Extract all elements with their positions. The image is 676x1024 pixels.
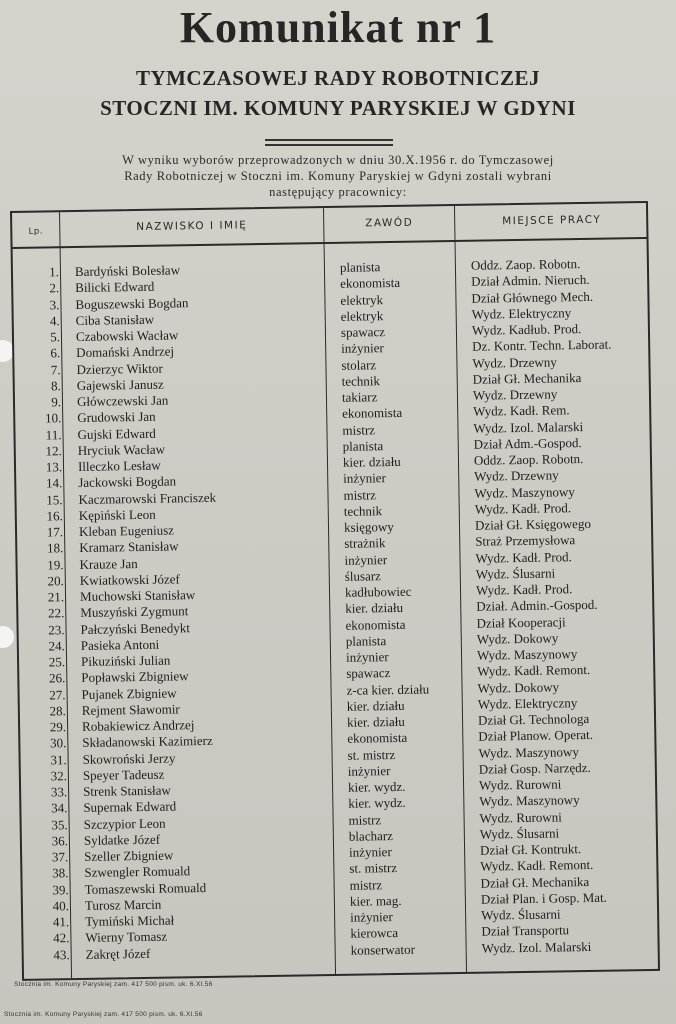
row-workplace: Wydz. Maszynowy	[476, 646, 578, 663]
row-number: 38.	[52, 865, 69, 881]
row-occupation: ekonomista	[340, 275, 401, 292]
row-workplace: Dział Adm.-Gospod.	[473, 434, 582, 452]
row-occupation: kier. działu	[342, 453, 401, 470]
row-name: Grudowski Jan	[77, 408, 156, 426]
row-name: Szwengler Romuald	[84, 863, 191, 881]
intro-line: W wyniku wyborów przeprowadzonych w dniu 30.X.1956 r. do Tymczasowej	[122, 153, 554, 167]
row-name: Supernak Edward	[83, 798, 177, 816]
printer-imprint: Stocznia im. Komuny Paryskiej zam. 417 500 pism. uk. 6.XI.56	[4, 1011, 203, 1018]
row-occupation: kierowca	[350, 925, 399, 941]
members-table	[10, 201, 660, 981]
row-number: 32.	[50, 767, 67, 784]
row-name: Dzierzyc Wiktor	[76, 360, 163, 377]
row-workplace: Wydz. Kadł. Remont.	[477, 662, 591, 679]
row-number: 43.	[53, 946, 70, 962]
row-occupation: ekonomista	[345, 616, 406, 633]
row-workplace: Dział Admin. Nieruch.	[471, 272, 590, 290]
row-workplace: Dział Gosp. Narzędz.	[478, 759, 591, 777]
row-workplace: Wydz. Maszynowy	[474, 483, 575, 501]
row-name: Ciba Stanisław	[75, 311, 155, 328]
row-name: Gajewski Janusz	[76, 376, 164, 393]
column-header-occupation: ZAWÓD	[365, 216, 414, 230]
row-workplace: Wydz. Drzewny	[472, 386, 558, 403]
row-occupation: z-ca kier. działu	[346, 680, 430, 698]
row-occupation: inżynier	[344, 551, 388, 568]
row-name: Główczewski Jan	[76, 392, 169, 409]
row-name: Wierny Tomasz	[85, 928, 168, 946]
subtitle-line-2: STOCZNI IM. KOMUNY PARYSKIEJ W GDYNI	[100, 96, 576, 120]
row-name: Pujanek Zbigniew	[81, 684, 177, 702]
row-workplace: Wydz. Kadł. Remont.	[480, 857, 594, 874]
row-workplace: Wydz. Kadł. Prod.	[475, 581, 573, 598]
row-workplace: Oddz. Zaop. Robotn.	[470, 256, 581, 273]
row-occupation: stolarz	[341, 356, 377, 373]
row-number: 41.	[52, 914, 70, 930]
row-occupation: inżynier	[343, 470, 386, 487]
row-name: Speyer Tadeusz	[82, 766, 165, 783]
printer-imprint: Stocznia im. Komuny Paryskiej zam. 417 500 pism. uk. 6.XI.56	[14, 981, 213, 988]
row-occupation: konserwator	[350, 941, 416, 958]
row-workplace: Wydz. Izol. Malarski	[481, 938, 592, 956]
row-occupation: inżynier	[347, 762, 391, 779]
row-occupation: kadłubowiec	[344, 583, 412, 600]
row-workplace: Dział Transportu	[481, 922, 570, 939]
row-name: Jackowski Bogdan	[78, 473, 177, 491]
row-number: 35.	[51, 816, 68, 832]
row-name: Rejment Sławomir	[81, 701, 180, 718]
row-number: 16.	[46, 507, 63, 524]
row-occupation: technik	[341, 372, 381, 389]
row-workplace: Dział Plan. i Gosp. Mat.	[480, 889, 607, 907]
row-occupation: planista	[342, 437, 384, 454]
row-workplace: Dział Głównego Mech.	[471, 288, 594, 306]
row-number: 13.	[45, 459, 63, 475]
row-workplace: Wydz. Ślusarni	[475, 565, 556, 582]
row-occupation: spawacz	[340, 324, 386, 340]
row-number: 25.	[48, 654, 66, 670]
row-name: Gujski Edward	[77, 425, 156, 442]
row-workplace: Wydz. Rurowni	[479, 808, 562, 826]
row-workplace: Wydz. Kadł. Prod.	[475, 548, 572, 566]
row-number: 12.	[45, 442, 62, 459]
row-name: Szczypior Leon	[83, 815, 166, 832]
row-number: 29.	[49, 719, 67, 735]
row-workplace: Dział Gł. Mechanika	[472, 369, 582, 387]
row-name: Składanowski Kazimierz	[82, 733, 213, 751]
row-occupation: ekonomista	[342, 405, 403, 422]
row-number: 37.	[51, 849, 69, 865]
row-occupation: mistrz	[343, 486, 377, 503]
row-number: 33.	[50, 784, 68, 800]
row-occupation: mistrz	[349, 876, 383, 893]
row-occupation: inżynier	[341, 340, 384, 357]
row-workplace: Dział Planow. Operat.	[478, 727, 594, 744]
subtitle-line-1: TYMCZASOWEJ RADY ROBOTNICZEJ	[135, 66, 541, 90]
row-workplace: Dział Gł. Technologa	[477, 710, 590, 728]
column-header-lp: Lp.	[28, 226, 44, 237]
intro-line: Rady Robotniczej w Stoczni im. Komuny Paryskiej w Gdyni zostali wybrani	[124, 169, 552, 183]
row-number: 17.	[46, 524, 64, 540]
row-number: 31.	[50, 751, 67, 767]
column-header-name: NAZWISKO I IMIĘ	[136, 219, 248, 234]
row-workplace: Wydz. Kadł. Prod.	[474, 499, 572, 517]
intro-paragraph	[60, 152, 616, 200]
row-occupation: st. mistrz	[349, 860, 398, 876]
row-workplace: Wydz. Rurowni	[478, 776, 562, 793]
divider-rule	[265, 144, 393, 146]
row-workplace: Wydz. Dokowy	[477, 678, 560, 696]
row-number: 18.	[46, 540, 64, 556]
row-workplace: Wydz. Ślusarni	[479, 825, 560, 842]
row-name: Tomaszewski Romuald	[84, 879, 207, 897]
row-number: 8.	[50, 377, 61, 394]
row-number: 26.	[48, 670, 66, 686]
row-occupation: kier. działu	[346, 697, 405, 714]
row-name: Kaczmarowski Franciszek	[78, 489, 217, 507]
row-name: Kramarz Stanisław	[79, 538, 179, 556]
row-name: Pasieka Antoni	[80, 636, 160, 653]
row-occupation: elektryk	[340, 307, 384, 324]
row-occupation: mistrz	[348, 811, 382, 828]
row-workplace: Wydz. Maszynowy	[479, 792, 580, 809]
row-number: 4.	[49, 312, 60, 329]
row-name: Boguszewski Bogdan	[75, 294, 189, 312]
row-number: 15.	[46, 491, 63, 507]
row-number: 23.	[48, 621, 65, 637]
row-workplace: Wydz. Ślusarni	[481, 906, 561, 923]
row-occupation: elektryk	[340, 291, 384, 308]
row-number: 39.	[52, 881, 69, 897]
row-number: 1.	[49, 264, 60, 280]
row-occupation: planista	[345, 632, 387, 649]
row-occupation: księgowy	[343, 519, 394, 535]
row-workplace: Dział Gł. Kontrukt.	[479, 841, 582, 858]
row-occupation: spawacz	[346, 665, 391, 682]
row-occupation: takiarz	[341, 389, 378, 405]
row-number: 5.	[50, 329, 61, 345]
row-workplace: Wydz. Maszynowy	[478, 743, 579, 761]
row-workplace: Dział. Admin.-Gospod.	[476, 597, 598, 614]
row-number: 27.	[49, 686, 66, 702]
row-workplace: Wydz. Kadł. Rem.	[473, 402, 570, 419]
row-occupation: st. mistrz	[347, 746, 396, 763]
row-number: 19.	[47, 556, 64, 572]
row-workplace: Wydz. Dokowy	[476, 630, 559, 647]
row-number: 11.	[45, 426, 62, 442]
intro-line: następujący pracownicy:	[269, 185, 407, 199]
row-occupation: ślusarz	[344, 567, 381, 584]
row-workplace: Wydz. Elektryczny	[471, 304, 572, 322]
row-name: Krauze Jan	[79, 555, 138, 572]
column-header-workplace: MIEJSCE PRACY	[502, 213, 602, 228]
row-workplace: Dział Kooperacji	[476, 613, 566, 631]
row-number: 3.	[49, 296, 60, 312]
row-name: Domański Andrzej	[76, 343, 175, 361]
row-name: Hryciuk Wacław	[77, 441, 166, 458]
row-workplace: Wydz. Kadłub. Prod.	[471, 321, 582, 338]
row-name: Muszyński Zygmunt	[80, 603, 189, 621]
row-name: Bilicki Edward	[75, 278, 155, 296]
row-occupation: inżynier	[350, 909, 393, 925]
row-name: Illeczko Lesław	[77, 457, 161, 474]
row-name: Pikuziński Julian	[80, 652, 171, 669]
row-occupation: strażnik	[344, 535, 386, 552]
row-number: 30.	[49, 735, 67, 751]
row-name: Strenk Stanisław	[83, 782, 171, 799]
row-workplace: Straż Przemysłowa	[475, 532, 576, 549]
row-number: 10.	[44, 410, 62, 426]
divider-rule	[265, 139, 393, 141]
row-number: 21.	[47, 589, 65, 605]
row-occupation: technik	[343, 502, 383, 519]
row-name: Skowroński Jerzy	[82, 749, 176, 767]
row-workplace: Wydz. Drzewny	[472, 353, 557, 371]
row-number: 22.	[47, 605, 65, 621]
row-occupation: mistrz	[342, 421, 376, 438]
row-workplace: Dz. Kontr. Techn. Laborat.	[472, 336, 612, 355]
row-number: 7.	[50, 361, 61, 377]
row-name: Pałczyński Benedykt	[80, 619, 191, 637]
row-name: Muchowski Stanisław	[79, 587, 196, 604]
row-number: 14.	[45, 475, 63, 491]
row-number: 20.	[47, 572, 64, 589]
row-name: Kwiatkowski Józef	[79, 571, 180, 588]
row-name: Tymiński Michał	[85, 912, 175, 929]
row-number: 36.	[51, 832, 69, 849]
row-workplace: Wydz. Elektryczny	[477, 694, 578, 712]
row-workplace: Wydz. Drzewny	[474, 467, 559, 484]
header-divider	[13, 237, 647, 249]
row-name: Czabowski Wacław	[75, 327, 179, 344]
row-name: Szeller Zbigniew	[84, 847, 174, 864]
row-workplace: Dział Gł. Księgowego	[474, 515, 591, 533]
row-occupation: inżynier	[345, 649, 389, 665]
row-occupation: inżynier	[348, 844, 392, 860]
row-occupation: kier. wydz.	[347, 778, 406, 795]
row-name: Zakręt Józef	[85, 945, 151, 962]
row-name: Syldatke Józef	[83, 831, 161, 848]
row-name: Robakiewicz Andrzej	[81, 717, 195, 734]
row-occupation: kier. mag.	[349, 892, 402, 909]
row-occupation: planista	[339, 259, 381, 275]
row-occupation: ekonomista	[347, 730, 408, 747]
punch-hole	[0, 626, 14, 648]
row-number: 2.	[49, 280, 60, 296]
row-number: 6.	[50, 345, 61, 361]
row-occupation: blacharz	[348, 827, 394, 844]
row-number: 28.	[49, 702, 66, 719]
row-number: 40.	[52, 897, 70, 914]
row-name: Popławski Zbigniew	[81, 668, 189, 686]
row-name: Kępiński Leon	[78, 506, 156, 523]
row-workplace: Dział Gł. Mechanika	[480, 873, 590, 891]
row-number: 24.	[48, 637, 65, 654]
row-workplace: Wydz. Izol. Malarski	[473, 418, 584, 436]
row-occupation: kier. działu	[345, 600, 404, 617]
row-workplace: Oddz. Zaop. Robotn.	[473, 451, 584, 468]
document-title: Komunikat nr 1	[179, 3, 497, 52]
row-number: 9.	[51, 394, 62, 410]
row-name: Bardyński Bolesław	[74, 262, 181, 279]
row-number: 34.	[51, 800, 68, 816]
row-occupation: kier. wydz.	[348, 795, 406, 812]
row-name: Turosz Marcin	[84, 896, 162, 913]
row-occupation: kier. działu	[346, 713, 405, 730]
row-number: 42.	[53, 930, 70, 946]
row-name: Kleban Eugeniusz	[78, 522, 175, 539]
